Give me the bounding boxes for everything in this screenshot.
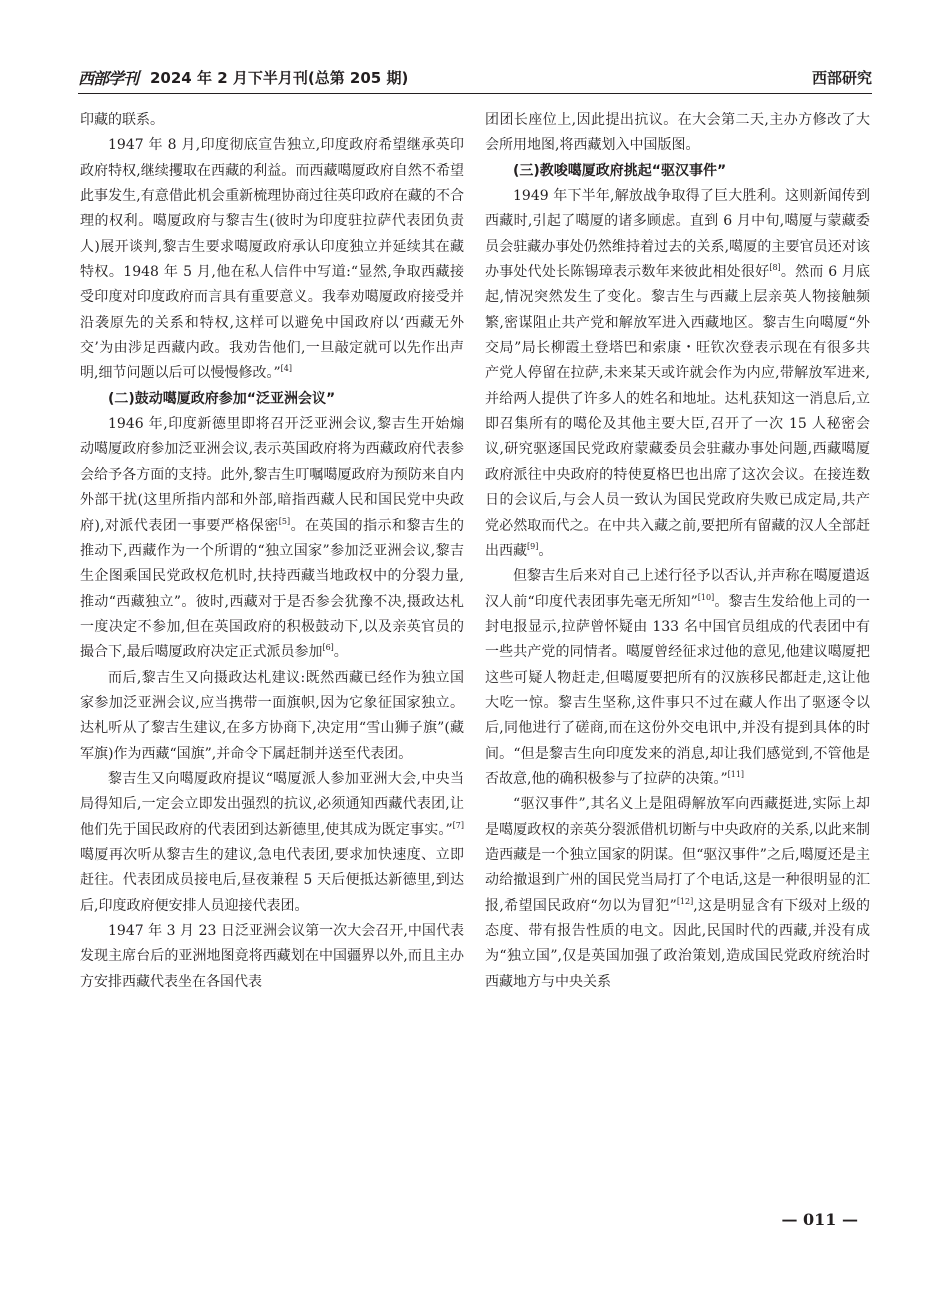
- paragraph-text: ,这是明显含有下级对上级的态度、带有报告性质的电文。因此,民国时代的西藏,并没有成为“独立国”,仅是英国加强了政治策划,造成国民党政府统治时西藏地方与中央关系: [485, 897, 871, 990]
- header-rule: [78, 93, 872, 94]
- paragraph-text: 1949 年下半年,解放战争取得了巨大胜利。这则新闻传到西藏时,引起了噶厦的诸多顾虑。直到 6 月中旬,噶厦与蒙藏委员会驻藏办事处仍然维持着过去的关系,噶厦的主要官员还对该办事处代处长陈锡璋表示数年来彼此相处很好: [485, 188, 870, 281]
- paragraph: [485, 184, 870, 564]
- citation: [5]: [278, 516, 291, 526]
- paragraph: [485, 564, 870, 792]
- citation: [12]: [676, 896, 694, 906]
- paragraph-text: 黎吉生又向噶厦政府提议“噶厦派人参加亚洲大会,中央当局得知后,一定会立即发出强烈的抗议,必须通知西藏代表团,让他们先于国民政府的代表团到达新德里,使其成为既定事实。”: [80, 770, 464, 838]
- right-column: [485, 108, 870, 995]
- paragraph-text: 。: [333, 644, 348, 661]
- paragraph: 团团长座位上,因此提出抗议。在大会第二天,主办方修改了大会所用地图,将西藏划入中国版图。: [485, 112, 870, 154]
- section-heading: (三)教唆噶厦政府挑起“驱汉事件”: [513, 162, 727, 179]
- citation: [11]: [727, 769, 745, 779]
- section-name: 西部研究: [811, 69, 872, 87]
- citation: [9]: [527, 541, 539, 551]
- paragraph-text: 。: [538, 542, 553, 559]
- citation: [10]: [697, 592, 715, 602]
- paragraph: [485, 792, 870, 995]
- paragraph-text: 噶厦再次听从黎吉生的建议,急电代表团,要求加快速度、立即赶往。代表团成员接电后,昼夜兼程 5 天后便抵达新德里,到达后,印度政府便安排人员迎接代表团。: [80, 846, 464, 914]
- paragraph-text: 1946 年,印度新德里即将召开泛亚洲会议,黎吉生开始煽动噶厦政府参加泛亚洲会议,表示英国政府将为西藏政府代表参会给予各方面的支持。此外,黎吉生叮嘱噶厦政府为预防来自内外部干扰(这里所指内部和外部,暗指西藏人民和国民党中央政府),对派代表团一事要严格保密: [80, 416, 464, 534]
- paragraph: 而后,黎吉生又向摄政达札建议:既然西藏已经作为独立国家参加泛亚洲会议,应当携带一面旗帜,因为它象征国家独立。达札听从了黎吉生建议,在多方协商下,决定用“雪山狮子旗”(藏军旗)作为西藏“国旗”,并命令下属赶制并送至代表团。: [80, 669, 464, 762]
- section-heading: (二)鼓动噶厦政府参加“泛亚洲会议”: [108, 390, 336, 407]
- paragraph-text: 。然而 6 月底起,情况突然发生了变化。黎吉生与西藏上层亲英人物接触频繁,密谋阻止共产党和解放军进入西藏地区。黎吉生向噶厦“外交局”局长柳霞土登塔巴和索康・旺钦次登表示现在有很多共产党人停留在拉萨,未来某天或许就会作为内应,带解放军进来,并给两人提供了许多人的姓名和地址。达札获知这一消息后,立即召集所有的噶伦及其他主要大臣,召开了一次 15 人秘密会议,研究驱逐国民党政府蒙藏委员会驻藏办事处问题,西藏噶厦政府派往中央政府的特使夏格巴也出席了这次会议。在接连数日的会议后,与会人员一致认为国民党政府失败已成定局,共产党必然取而代之。在中共入藏之前,要把所有留藏的汉人全部赶出西藏: [485, 264, 870, 559]
- journal-logo: 西部学刊: [78, 69, 139, 88]
- citation: [7]: [452, 820, 464, 830]
- left-column: [80, 108, 464, 995]
- paragraph-text: 1947 年 8 月,印度彻底宣告独立,印度政府希望继承英印政府特权,继续攫取在西藏的利益。而西藏噶厦政府自然不希望此事发生,有意借此机会重新梳理协商过往英印政府在藏的不合理的权利。噶厦政府与黎吉生(彼时为印度驻拉萨代表团负责人)展开谈判,黎吉生要求噶厦政府承认印度独立并延续其在藏特权。1948 年 5 月,他在私人信件中写道:“显然,争取西藏接受印度对印度政府而言具有重要意义。我奉劝噶厦政府接受并沿袭原先的关系和特权,这样可以避免中国政府以‘西藏无外交’为由涉足西藏内政。我劝告他们,一旦敲定就可以先作出声明,细节问题以后可以慢慢修改。”: [80, 137, 464, 382]
- citation: [6]: [322, 643, 334, 653]
- paragraph-text: 但黎吉生后来对自己上述行径予以否认,并声称在噶厦遣返汉人前“印度代表团事先毫无所知”: [485, 568, 870, 610]
- paragraph: 1947 年 3 月 23 日泛亚洲会议第一次大会召开,中国代表发现主席台后的亚洲地图竟将西藏划在中国疆界以外,而且主办方安排西藏代表坐在各国代表: [80, 923, 464, 990]
- running-header: [78, 64, 872, 90]
- citation: [8]: [769, 263, 781, 273]
- citation: [4]: [280, 364, 292, 374]
- paragraph: [80, 767, 464, 919]
- paragraph: 印藏的联系。: [80, 112, 164, 128]
- paragraph-text: 。黎吉生发给他上司的一封电报显示,拉萨曾怀疑由 133 名中国官员组成的代表团中有一些共产党的同情者。噶厦曾经征求过他的意见,他建议噶厦把这些可疑人物赶走,但噶厦要把所有的汉族移民都赶走,这让他大吃一惊。黎吉生坚称,这件事只不过在藏人作出了驱逐令以后,同他进行了磋商,而在这份外交电讯中,并没有提到具体的时间。“但是黎吉生向印度发来的消息,却让我们感觉到,不管他是否故意,他的确积极参与了拉萨的决策。”: [485, 593, 870, 787]
- paragraph-text: 。在英国的指示和黎吉生的推动下,西藏作为一个所谓的“独立国家”参加泛亚洲会议,黎吉生企图乘国民党政权危机时,扶持西藏当地政权中的分裂力量,推动“西藏独立”。彼时,西藏对于是否参会犹豫不决,摄政达札一度决定不参加,但在英国政府的积极鼓动下,以及亲英官员的撮合下,最后噶厦政府决定正式派员参加: [80, 517, 465, 661]
- paragraph: [80, 133, 464, 386]
- paragraph-text: “驱汉事件”,其名义上是阻碍解放军向西藏挺进,实际上却是噶厦政权的亲英分裂派借机切断与中央政府的关系,以此来制造西藏是一个独立国家的阴谋。但“驱汉事件”之后,噶厦还是主动给撤退到广州的国民党当局打了个电话,这是一种很明显的汇报,希望国民政府“勿以为冒犯”: [485, 796, 870, 914]
- journal-issue: 2024 年 2 月下半月刊(总第 205 期): [150, 69, 409, 87]
- paragraph: [80, 412, 464, 665]
- page-number: — 011 —: [781, 1210, 858, 1229]
